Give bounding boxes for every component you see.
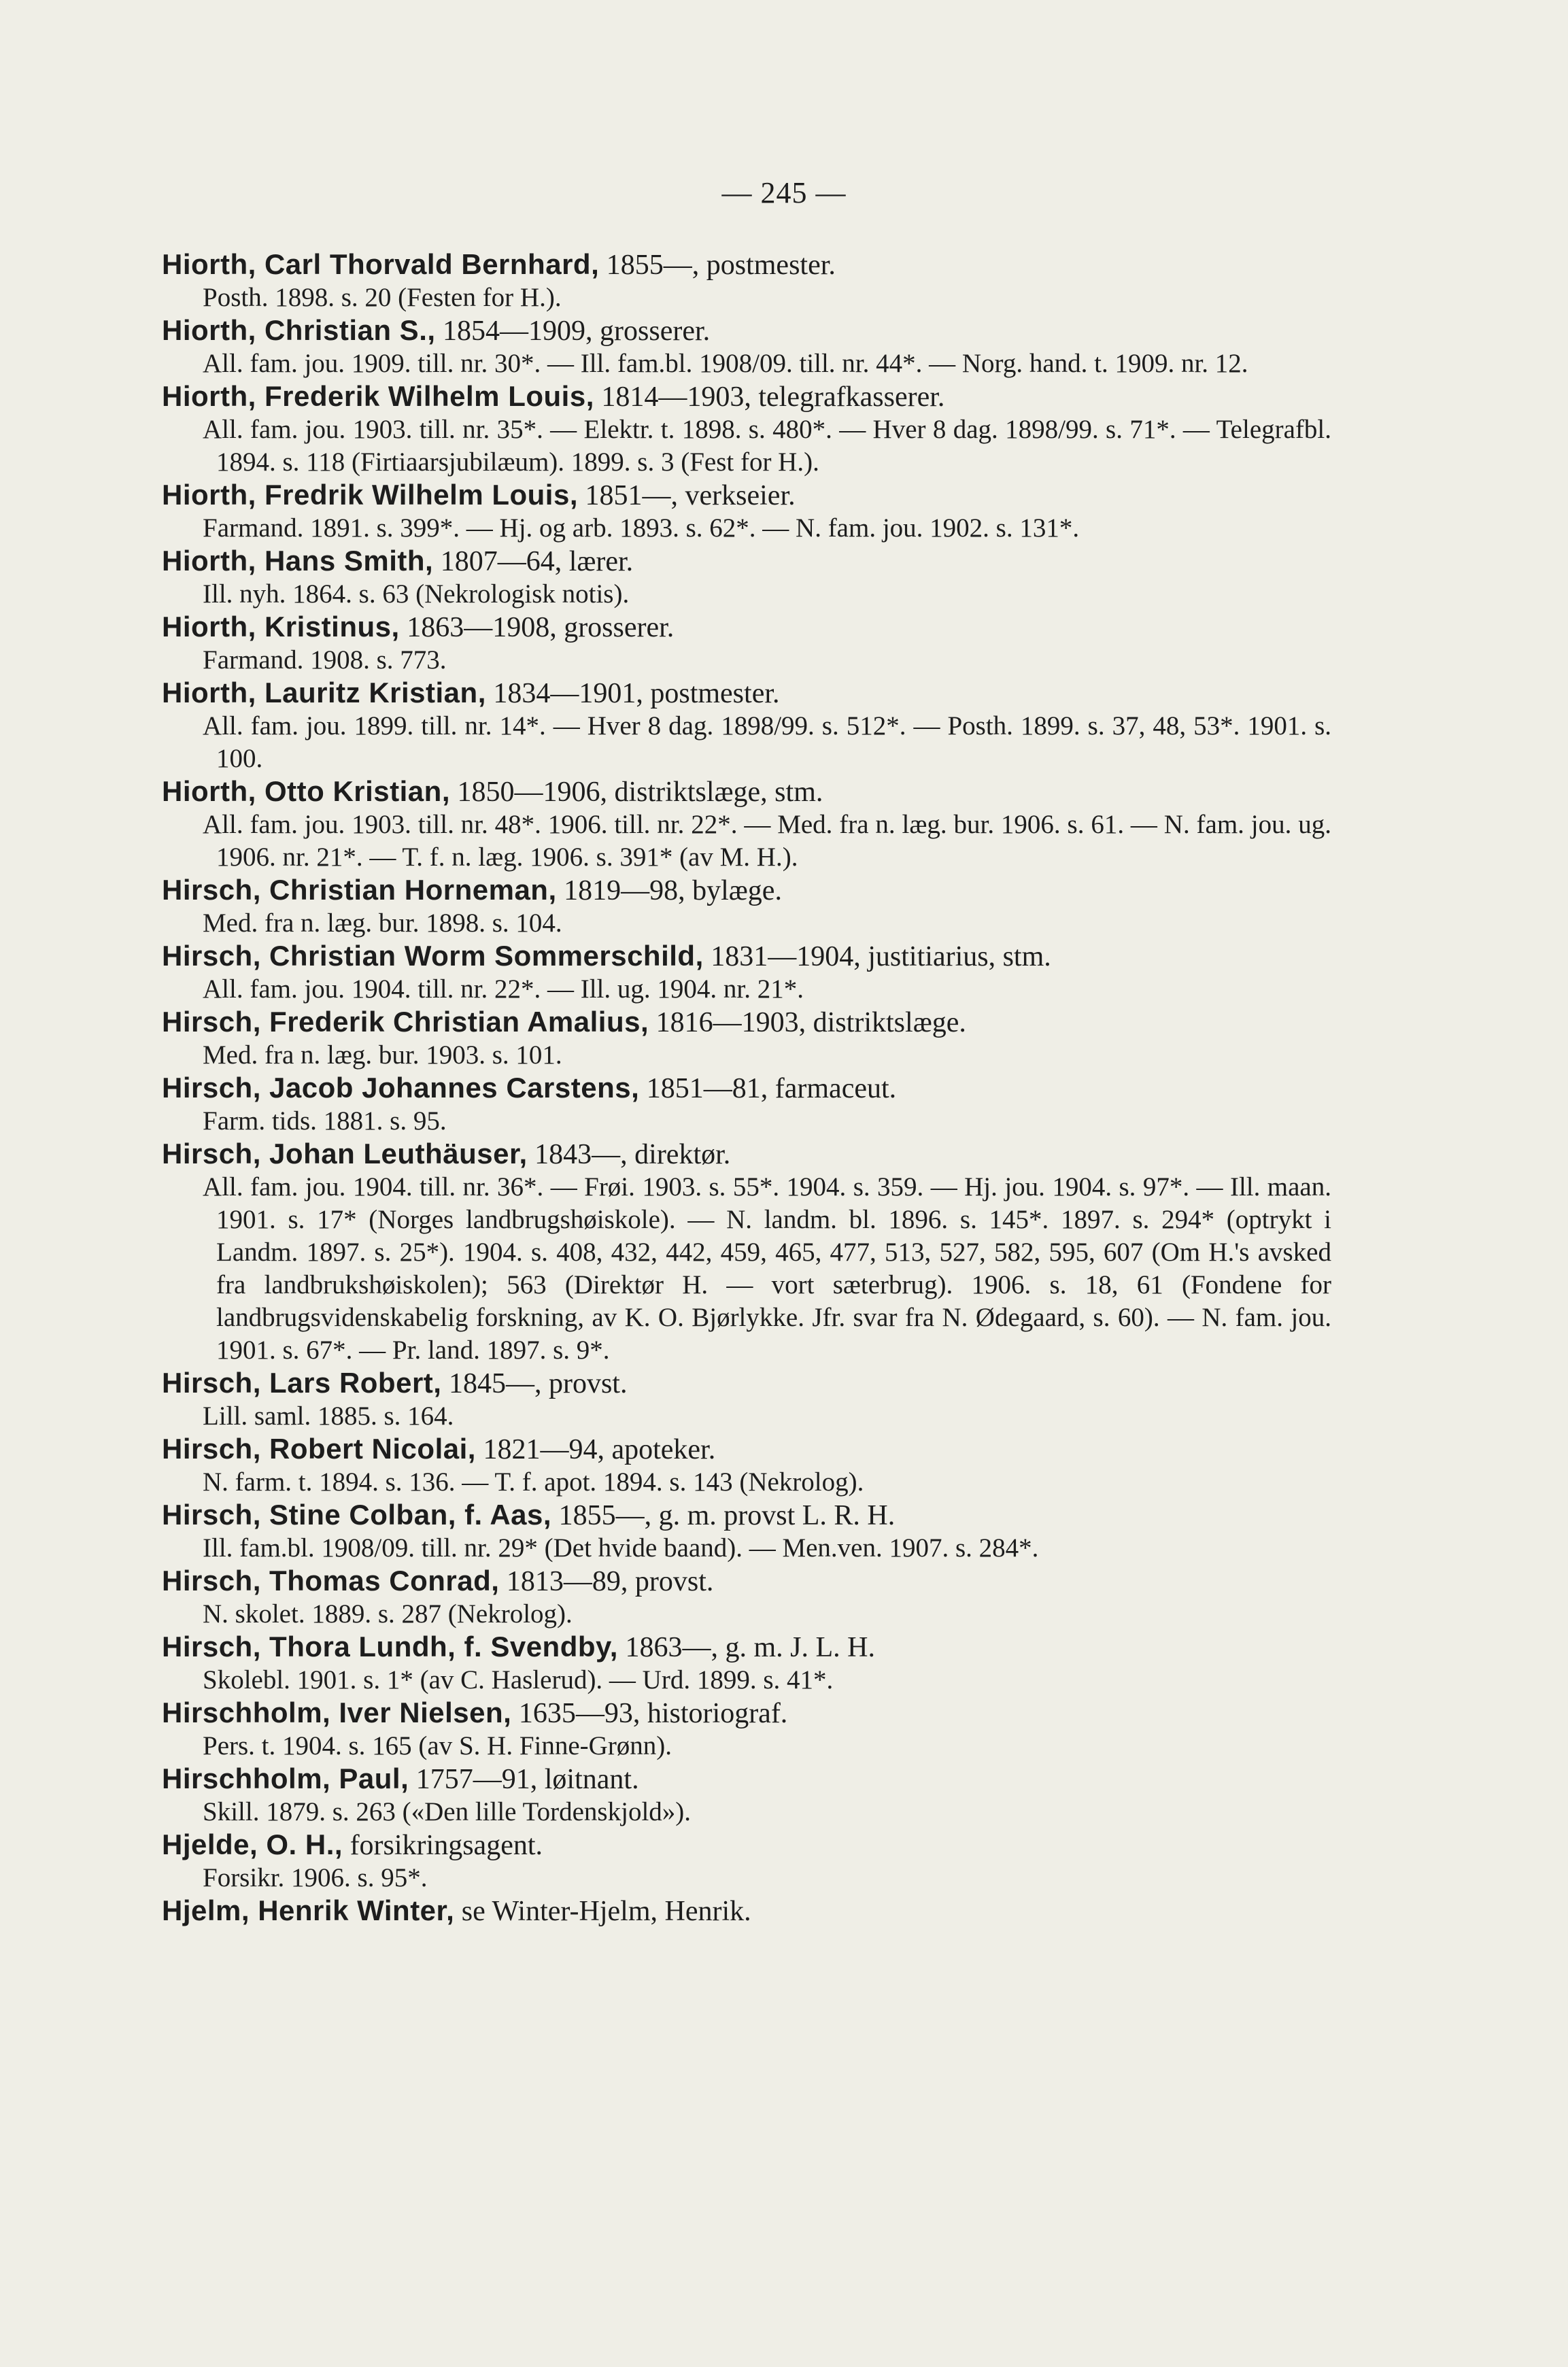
entry-heading [162,1631,1331,1664]
entry-name: Hjelm, Henrik Winter, [162,1894,455,1926]
entry-heading [162,1894,1331,1928]
entry-description: 1635—93, historiograf. [511,1698,788,1729]
entry-heading [162,775,1331,808]
entry-references: Farm. tids. 1881. s. 95. [203,1106,447,1136]
entry-description: 1863—, g. m. J. L. H. [617,1632,875,1663]
entry-references: Forsikr. 1906. s. 95*. [203,1863,428,1892]
entry-description: 1757—91, løitnant. [409,1764,639,1795]
entry-heading [162,611,1331,644]
entry-heading [162,1006,1331,1039]
entry-list [162,248,1331,1928]
entry-description: 1854—1909, grosserer. [435,316,711,347]
entry-name: Hirschholm, Paul, [162,1763,409,1794]
list-item [162,1565,1331,1631]
entry-heading [162,545,1331,578]
list-item [162,1006,1331,1072]
entry-references: Ill. nyh. 1864. s. 63 (Nekrologisk notis). [203,579,630,609]
entry-description: 1816—1903, distriktslæge. [649,1007,966,1038]
entry-name: Hirsch, Christian Worm Sommerschild, [162,940,704,972]
list-item [162,611,1331,677]
entry-name: Hiorth, Fredrik Wilhelm Louis, [162,479,579,511]
list-item [162,479,1331,545]
entry-name: Hiorth, Christian S., [162,314,436,346]
entry-description: 1855—, postmester. [599,250,836,281]
entry-name: Hirsch, Lars Robert, [162,1367,442,1399]
entry-name: Hirsch, Stine Colban, f. Aas, [162,1499,552,1531]
list-item [162,1367,1331,1433]
entry-name: Hirsch, Thomas Conrad, [162,1565,500,1597]
entry-description: se Winter-Hjelm, Henrik. [454,1896,751,1927]
entry-description: 1850—1906, distriktslæge, stm. [450,777,823,808]
entry-description: 1855—, g. m. provst L. R. H. [551,1500,896,1531]
entry-heading [162,479,1331,512]
entry-name: Hiorth, Otto Kristian, [162,775,450,807]
entry-name: Hirsch, Thora Lundh, f. Svendby, [162,1631,618,1663]
entry-name: Hirsch, Robert Nicolai, [162,1433,476,1465]
entry-description: 1851—81, farmaceut. [639,1073,897,1104]
entry-references: Pers. t. 1904. s. 165 (av S. H. Finne-Grønn). [203,1731,672,1760]
entry-heading [162,1433,1331,1466]
entry-heading [162,1367,1331,1400]
entry-heading [162,1828,1331,1862]
entry-heading [162,1763,1331,1796]
entry-description: 1863—1908, grosserer. [399,612,675,643]
entry-description: 1845—, provst. [441,1368,628,1399]
list-item [162,775,1331,874]
entry-references: Med. fra n. læg. bur. 1898. s. 104. [203,908,562,938]
entry-heading [162,1072,1331,1105]
list-item [162,1894,1331,1928]
entry-name: Hiorth, Carl Thorvald Bernhard, [162,248,600,280]
entry-description: 1813—89, provst. [499,1566,714,1597]
entry-name: Hirsch, Frederik Christian Amalius, [162,1006,649,1038]
entry-references: N. farm. t. 1894. s. 136. — T. f. apot. 1894. s. 143 (Nekrolog). [203,1467,864,1497]
entry-references: Skolebl. 1901. s. 1* (av C. Haslerud). — Urd. 1899. s. 41*. [203,1665,834,1695]
entry-name: Hiorth, Hans Smith, [162,545,434,577]
list-item [162,1499,1331,1565]
entry-heading [162,380,1331,413]
entry-description: forsikringsagent. [343,1830,543,1861]
entry-references: All. fam. jou. 1903. till. nr. 48*. 1906. till. nr. 22*. — Med. fra n. læg. bur. 1906. s. 61. — N. fam. jou. ug. 1906. nr. 21*. — T. f. n. læg. 1906. s. 391* (av M. H.). [203,810,1331,872]
list-item [162,1631,1331,1697]
list-item [162,1763,1331,1828]
entry-name: Hiorth, Lauritz Kristian, [162,677,486,709]
entry-references: N. skolet. 1889. s. 287 (Nekrolog). [203,1599,573,1629]
entry-name: Hiorth, Frederik Wilhelm Louis, [162,380,594,412]
entry-heading [162,1565,1331,1598]
entry-name: Hirschholm, Iver Nielsen, [162,1697,512,1729]
entry-description: 1831—1904, justitiarius, stm. [703,941,1051,972]
page-number: — 245 — [721,176,847,209]
entry-heading [162,1697,1331,1730]
list-item [162,1828,1331,1894]
list-item [162,677,1331,775]
entry-description: 1834—1901, postmester. [485,678,780,709]
list-item [162,545,1331,611]
entry-heading [162,874,1331,907]
entry-heading [162,940,1331,973]
entry-heading [162,1499,1331,1532]
list-item [162,380,1331,479]
entry-description: 1807—64, lærer. [433,546,634,577]
entry-description: 1819—98, bylæge. [556,875,782,906]
list-item [162,248,1331,314]
entry-references: All. fam. jou. 1904. till. nr. 22*. — Ill. ug. 1904. nr. 21*. [203,974,804,1004]
entry-references: All. fam. jou. 1899. till. nr. 14*. — Hver 8 dag. 1898/99. s. 512*. — Posth. 1899. s. 37, 48, 53*. 1901. s. 100. [203,711,1331,773]
entry-description: 1843—, direktør. [527,1139,731,1170]
entry-references: Skill. 1879. s. 263 («Den lille Tordenskjold»). [203,1797,692,1826]
list-item [162,1138,1331,1367]
entry-heading [162,1138,1331,1171]
entry-heading [162,314,1331,347]
entry-references: All. fam. jou. 1904. till. nr. 36*. — Frøi. 1903. s. 55*. 1904. s. 359. — Hj. jou. 1904. s. 97*. — Ill. maan. 1901. s. 17* (Norges landbrugshøiskole). — N. landm. bl. 1896. s. 145*. 1897. s. 294* (optrykt i Landm. 1897. s. 25*). 1904. s. 408, 432, 442, 459, 465, 477, 513, 527, 582, 595, 607 (Om H.'s avsked fra landbrukshøiskolen); 563 (Direktør H. — vort sæterbrug). 1906. s. 18, 61 (Fondene for landbrugsvidenskabelig forskning, av K. O. Bjørlykke. Jfr. svar fra N. Ødegaard, s. 60). — N. fam. jou. 1901. s. 67*. — Pr. land. 1897. s. 9*. [203,1172,1331,1365]
entry-references: Posth. 1898. s. 20 (Festen for H.). [203,283,562,312]
list-item [162,1433,1331,1499]
entry-references: Ill. fam.bl. 1908/09. till. nr. 29* (Det hvide baand). — Men.ven. 1907. s. 284*. [203,1533,1039,1563]
entry-name: Hirsch, Johan Leuthäuser, [162,1138,528,1170]
list-item [162,874,1331,940]
list-item [162,940,1331,1006]
list-item [162,1697,1331,1763]
entry-references: Farmand. 1891. s. 399*. — Hj. og arb. 1893. s. 62*. — N. fam. jou. 1902. s. 131*. [203,513,1080,543]
entry-references: All. fam. jou. 1909. till. nr. 30*. — Ill. fam.bl. 1908/09. till. nr. 44*. — Norg. hand. t. 1909. nr. 12. [203,349,1248,378]
entry-name: Hirsch, Jacob Johannes Carstens, [162,1072,640,1104]
entry-description: 1821—94, apoteker. [475,1434,716,1465]
entry-description: 1814—1903, telegrafkasserer. [594,381,945,413]
entry-name: Hirsch, Christian Horneman, [162,874,557,906]
entry-references: Med. fra n. læg. bur. 1903. s. 101. [203,1040,562,1070]
entry-heading [162,677,1331,710]
entry-description: 1851—, verkseier. [578,480,796,511]
list-item [162,314,1331,380]
entry-references: All. fam. jou. 1903. till. nr. 35*. — Elektr. t. 1898. s. 480*. — Hver 8 dag. 1898/99. s. 71*. — Telegrafbl. 1894. s. 118 (Firtiaarsjubilæum). 1899. s. 3 (Fest for H.). [203,415,1331,477]
entry-name: Hjelde, O. H., [162,1828,343,1860]
entry-heading [162,248,1331,282]
entry-references: Lill. saml. 1885. s. 164. [203,1401,454,1431]
list-item [162,1072,1331,1138]
entry-name: Hiorth, Kristinus, [162,611,400,643]
entry-references: Farmand. 1908. s. 773. [203,645,447,675]
